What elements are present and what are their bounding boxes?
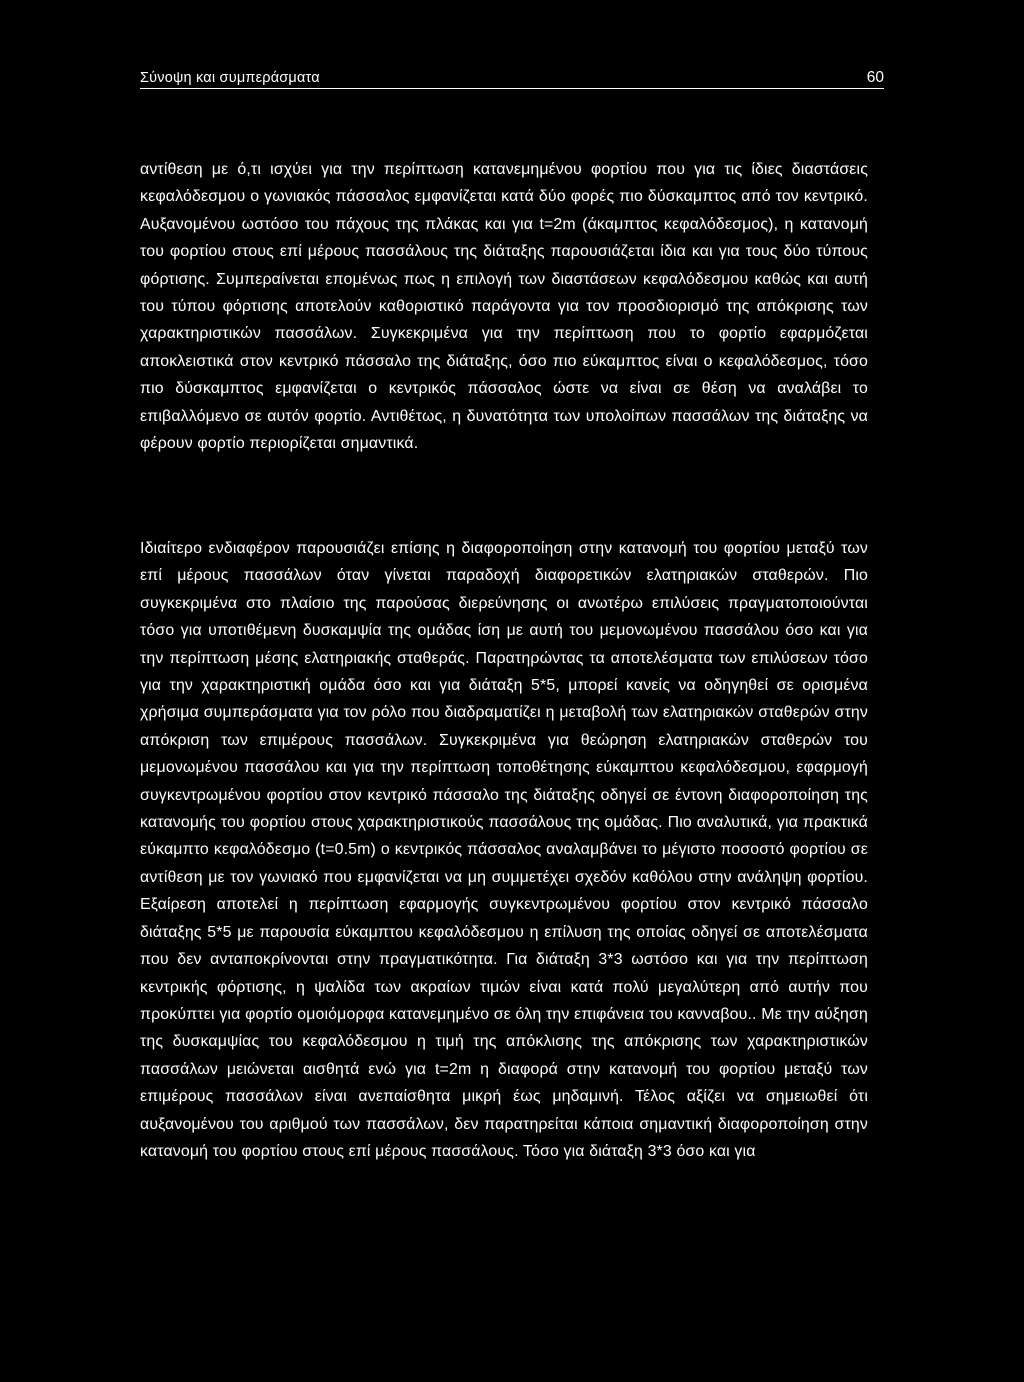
body-paragraph: Ιδιαίτερο ενδιαφέρον παρουσιάζει επίσης η διαφοροποίηση στην κατανομή του φορτίου μεταξύ των επί μέρους πασσάλων όταν γίνεται παραδοχή διαφορετικών ελατηριακών σταθερών. Πιο συγκεκριμένα στο πλαίσιο της παρούσας διερεύνησης οι ανωτέρω επιλύσεις πραγματοποιούνται τόσο για υποτιθέμενη δυσκαμψία της ομάδας ίση με αυτή του μεμονωμένου πασσάλου όσο και για την περίπτωση μέσης ελατηριακής σταθεράς. Παρατηρώντας τα αποτελέσματα των επιλύσεων τόσο για την χαρακτηριστική ομάδα όσο και για διάταξη 5*5, μπορεί κανείς να οδηγηθεί σε ορισμένα χρήσιμα συμπεράσματα για τον ρόλο που διαδραματίζει η μεταβολή των ελατηριακών σταθερών στην απόκριση των επιμέρους πασσάλων. Συγκεκριμένα για θεώρηση ελατηριακών σταθερών του μεμονωμένου πασσάλου και για την περίπτωση τοποθέτησης εύκαμπτου κεφαλόδεσμου, εφαρμογή συγκεντρωμένου φορτίου στον κεντρικό πάσσαλο της διάταξης οδηγεί σε έντονη διαφοροποίηση της κατανομής του φορτίου στους χαρακτηριστικούς πασσάλους της ομάδας. Πιο αναλυτικά, για πρακτικά εύκαμπτο κεφαλόδεσμο (t=0.5m) ο κεντρικός πάσσαλος αναλαμβάνει το μέγιστο ποσοστό φορτίου σε αντίθεση με τον γωνιακό που εμφανίζεται να μη συμμετέχει σχεδόν καθόλου στην ανάληψη φορτίου. Εξαίρεση αποτελεί η περίπτωση εφαρμογής συγκεντρωμένου φορτίου στον κεντρικό πάσσαλο διάταξης 5*5 με παρουσία εύκαμπτου κεφαλόδεσμου η επίλυση της οποίας οδηγεί σε αποτελέσματα που δεν ανταποκρίνονται στην πραγματικότητα. Για διάταξη 3*3 ωστόσο και για την περίπτωση κεντρικής φόρτισης, η ψαλίδα των ακραίων τιμών είναι κατά πολύ μεγαλύτερη από αυτήν που προκύπτει για φορτίο ομοιόμορφα κατανεμημένο σε όλη την επιφάνεια του κανναβου.. Με την αύξηση της δυσκαμψίας του κεφαλόδεσμου η τιμή της απόκλισης της απόκρισης των χαρακτηριστικών πασσάλων μειώνεται αισθητά ενώ για t=2m η διαφορά στην κατανομή του φορτίου μεταξύ των επιμέρους πασσάλων είναι ανεπαίσθητα μικρή έως μηδαμινή. Τέλος αξίζει να σημειωθεί ότι αυξανομένου του αριθμού των πασσάλων, δεν παρατηρείται κάποια σημαντική διαφοροποίηση στην κατανομή του φορτίου στους επί μέρους πασσάλους. Τόσο για διάταξη 3*3 όσο και για	[140, 540, 868, 1160]
page-header	[140, 66, 884, 89]
page-number: 60	[866, 69, 884, 86]
body-paragraph: αντίθεση με ό,τι ισχύει για την περίπτωση κατανεμημένου φορτίου που για τις ίδιες διαστάσεις κεφαλόδεσμου ο γωνιακός πάσσαλος εμφανίζεται κατά δύο φορές πιο δύσκαμπτος από τον κεντρικό. Αυξανομένου ωστόσο του πάχους της πλάκας και για t=2m (άκαμπτος κεφαλόδεσμος), η κατανομή του φορτίου στους επί μέρους πασσάλους της διάταξης παρουσιάζεται ίδια και για τους δύο τύπους φόρτισης. Συμπεραίνεται επομένως πως η επιλογή των διαστάσεων κεφαλόδεσμου καθώς και αυτή του τύπου φόρτισης αποτελούν καθοριστικό παράγοντα για τον προσδιορισμό της απόκρισης των χαρακτηριστικών πασσάλων. Συγκεκριμένα για την περίπτωση που το φορτίο εφαρμόζεται αποκλειστικά στον κεντρικό πάσσαλο της διάταξης, όσο πιο εύκαμπτος είναι ο κεφαλόδεσμος, τόσο πιο δύσκαμπτος εμφανίζεται ο κεντρικός πάσσαλος ώστε να είναι σε θέση να αναλάβει το επιβαλλόμενο σε αυτόν φορτίο. Αντιθέτως, η δυνατότητα των υπολοίπων πασσάλων της διάταξης να φέρουν φορτίο περιορίζεται σημαντικά.	[140, 161, 868, 453]
running-title: Σύνοψη και συμπεράσματα	[140, 70, 320, 86]
